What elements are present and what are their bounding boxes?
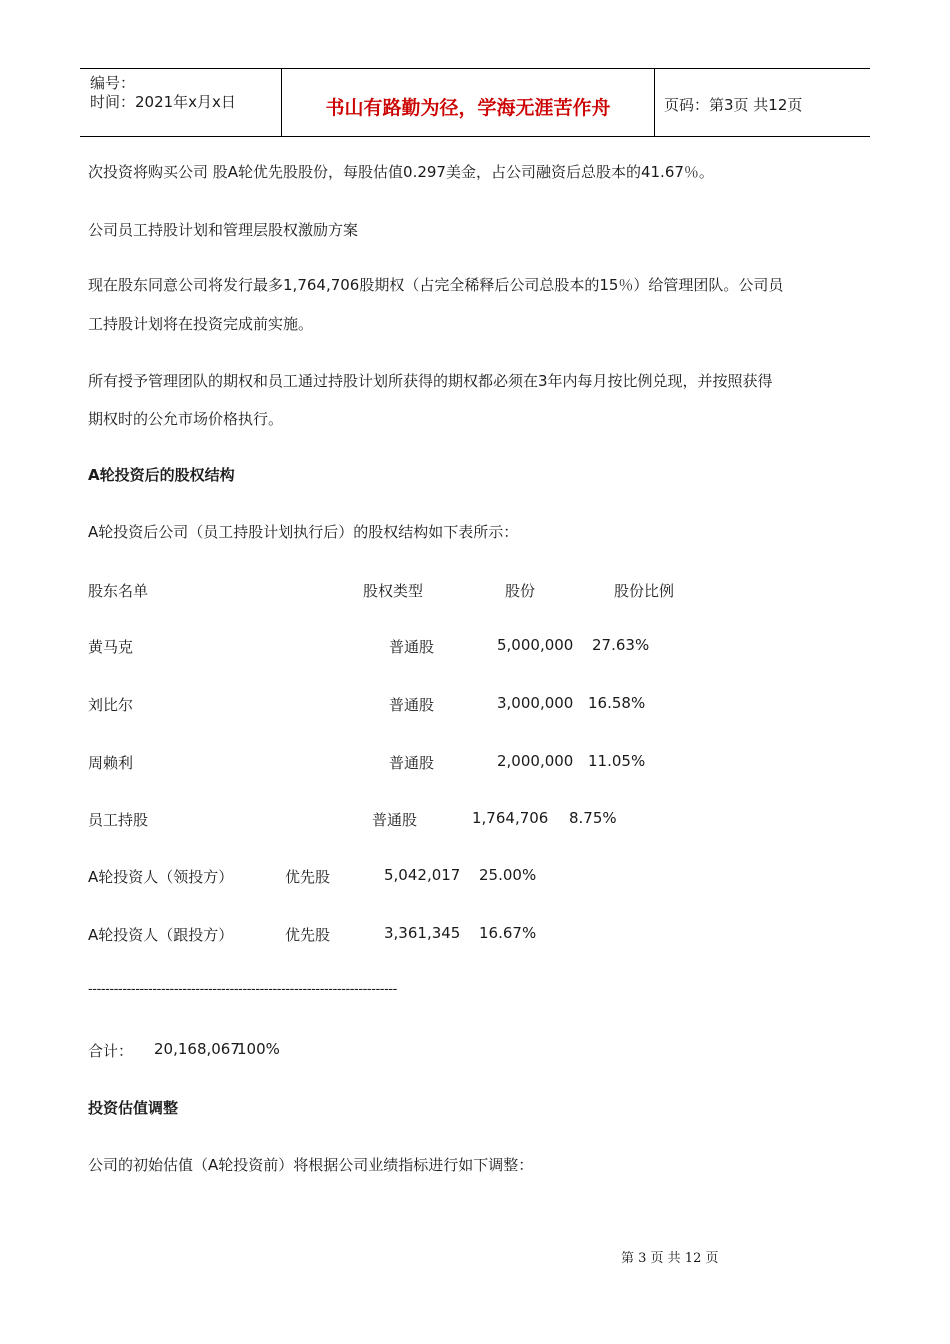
page-footer: 第 3 页 共 12 页 [621, 1251, 719, 1266]
table-header-percentage: 股份比例 [614, 582, 675, 600]
header-right-cell [655, 69, 870, 136]
paragraph-valuation-intro: 公司的初始估值（A轮投资前）将根据公司业绩指标进行如下调整： [88, 1156, 534, 1174]
row-type: 优先股 [285, 868, 331, 886]
row-shares: 2,000,000 [497, 752, 574, 770]
total-label: 合计： [88, 1042, 134, 1060]
table-divider: ------------------------------------------------------------------------ [88, 982, 397, 997]
row-percentage: 11.05% [588, 752, 646, 770]
row-percentage: 16.58% [588, 694, 646, 712]
paragraph-table-intro: A轮投资后公司（员工持股计划执行后）的股权结构如下表所示： [88, 523, 519, 541]
row-percentage: 16.67% [479, 924, 537, 942]
row-type: 普通股 [389, 638, 435, 656]
document-date-label: 时间：2021年x月x日 [90, 93, 236, 111]
row-name: A轮投资人（跟投方） [88, 926, 234, 944]
header-center-cell [281, 69, 655, 136]
row-name: 员工持股 [88, 811, 149, 829]
row-name: A轮投资人（领投方） [88, 868, 234, 886]
paragraph-vesting-line1: 所有授予管理团队的期权和员工通过持股计划所获得的期权都必须在3年内每月按比例兑现，并按照获得 [88, 372, 773, 390]
total-shares: 20,168,067 [154, 1040, 240, 1058]
row-name: 刘比尔 [88, 696, 134, 714]
row-name: 黄马克 [88, 638, 134, 656]
header-motto: 书山有路勤为径，学海无涯苦作舟 [325, 97, 611, 119]
row-type: 普通股 [389, 754, 435, 772]
row-shares: 5,000,000 [497, 636, 574, 654]
row-type: 优先股 [285, 926, 331, 944]
row-shares: 3,361,345 [384, 924, 461, 942]
row-name: 周赖利 [88, 754, 134, 772]
row-percentage: 25.00% [479, 866, 537, 884]
total-percentage: 100% [237, 1040, 280, 1058]
paragraph-esop-title: 公司员工持股计划和管理层股权激励方案 [88, 221, 359, 239]
table-header-name: 股东名单 [88, 582, 149, 600]
header-page-label: 页码：第3页 共12页 [664, 96, 803, 114]
row-percentage: 8.75% [569, 809, 617, 827]
table-header-shares: 股份 [505, 582, 536, 600]
row-shares: 1,764,706 [472, 809, 549, 827]
paragraph-options-line2: 工持股计划将在投资完成前实施。 [88, 315, 314, 333]
row-type: 普通股 [389, 696, 435, 714]
page-header [80, 68, 870, 137]
paragraph-investment-purchase: 次投资将购买公司 股A轮优先股股份，每股估值0.297美金，占公司融资后总股本的41.67％。 [88, 163, 714, 181]
section-heading-equity-structure: A轮投资后的股权结构 [88, 466, 235, 484]
document-number-label: 编号： [90, 74, 136, 92]
row-percentage: 27.63% [592, 636, 650, 654]
table-header-type: 股权类型 [363, 582, 424, 600]
row-shares: 3,000,000 [497, 694, 574, 712]
paragraph-vesting-line2: 期权时的公允市场价格执行。 [88, 410, 284, 428]
header-left-cell [80, 69, 281, 136]
row-type: 普通股 [372, 811, 418, 829]
section-heading-valuation-adjustment: 投资估值调整 [88, 1099, 179, 1117]
paragraph-options-line1: 现在股东同意公司将发行最多1,764,706股期权（占完全稀释后公司总股本的15％）给管理团队。公司员 [88, 276, 784, 294]
row-shares: 5,042,017 [384, 866, 461, 884]
